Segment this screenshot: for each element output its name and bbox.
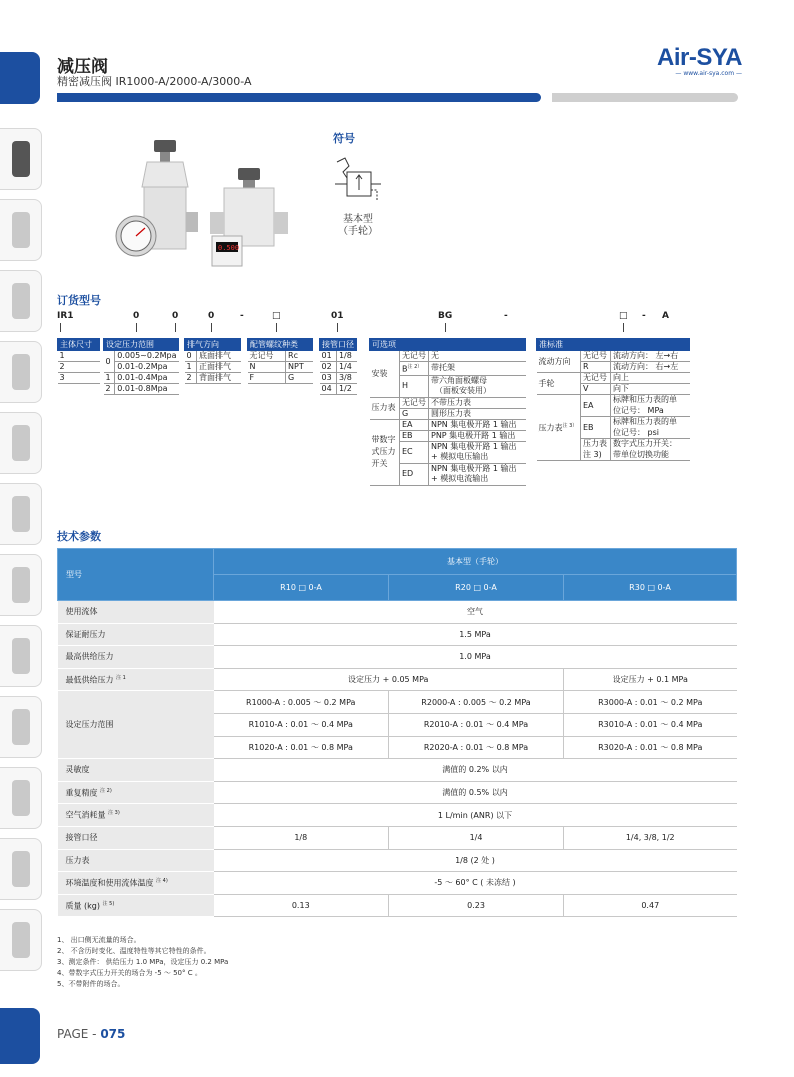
code-part: □: [619, 311, 628, 321]
side-thumb-actuator[interactable]: [0, 554, 42, 616]
spec-model-col: R10 □ 0-A: [214, 575, 389, 601]
gripper-icon: [12, 496, 30, 532]
table-cell: 0.005~0.2Mpa: [115, 351, 179, 362]
spec-label: 使用流体: [58, 601, 214, 624]
pneumatic-symbol-icon: [333, 154, 383, 204]
spec-label-text: 质量 (kg): [65, 901, 100, 911]
spec-label: 接管口径: [58, 826, 214, 849]
regulator-icon: [12, 141, 30, 177]
table-cell: 不带压力表: [429, 397, 526, 408]
table-cell: + 模拟电流输出: [429, 474, 526, 485]
table-cell: 2: [104, 384, 115, 395]
table-cell: 位记号： psi: [611, 428, 690, 439]
accessory-icon: [12, 922, 30, 958]
table-cell: H: [400, 375, 429, 397]
note-mark: 注 1: [116, 674, 126, 681]
table-cell: V: [581, 384, 611, 395]
spec-value: R2010-A : 0.01 ～ 0.4 MPa: [389, 713, 564, 736]
spec-model-col: R20 □ 0-A: [389, 575, 564, 601]
page-prefix: PAGE -: [57, 1027, 101, 1041]
code-part: IR1: [57, 311, 74, 321]
spec-label: [58, 894, 214, 917]
table-cell: 背面排气: [197, 373, 241, 384]
spec-value: 设定压力 + 0.1 MPa: [564, 668, 737, 691]
silencer-icon: [12, 851, 30, 887]
note-mark: 注 3): [108, 810, 120, 817]
table-cell: 0: [104, 351, 115, 373]
cell-text: 压力表: [538, 423, 563, 433]
spec-value: 1.5 MPa: [214, 623, 737, 646]
spec-value: -5 ～ 60° C ( 未冻结 ): [214, 872, 737, 895]
code-part: -: [240, 311, 244, 321]
table-header: 设定压力范围: [104, 339, 179, 351]
spec-value: R1020-A : 0.01 ～ 0.8 MPa: [214, 736, 389, 759]
logo-url-text: www.air-sya.com: [683, 70, 735, 77]
solenoid-icon: [12, 638, 30, 674]
table-cell: [400, 362, 429, 376]
table-cell: NPN 集电极开路 1 输出: [429, 419, 526, 430]
table-cell: 无记号: [248, 351, 286, 362]
product-photo: [112, 132, 292, 272]
side-thumb-filter[interactable]: [0, 199, 42, 261]
code-part: BG: [438, 311, 453, 321]
table-cell: G: [400, 408, 429, 419]
code-part: -: [504, 311, 508, 321]
table-header: 主体尺寸: [58, 339, 100, 351]
table-cell: EA: [581, 395, 611, 417]
table-cell: 压力表: [370, 397, 400, 419]
footnote: 1、 出口侧无流量的场合。: [57, 936, 141, 944]
table-cell: 向下: [611, 384, 690, 395]
spec-label: [58, 804, 214, 827]
table-cell: 3: [58, 373, 100, 384]
spec-value: 满值的 0.2% 以内: [214, 759, 737, 782]
code-tick: [337, 323, 338, 332]
table-cell: R: [581, 362, 611, 373]
table-cell: 3/8: [336, 373, 356, 384]
side-thumb-regulator[interactable]: [0, 128, 42, 190]
page-subtitle: 精密减压阀 IR1000-A/2000-A/3000-A: [57, 75, 252, 88]
table-cell: 无记号: [400, 397, 429, 408]
table-cell: 无: [429, 351, 526, 362]
table-cell: EC: [400, 441, 429, 463]
table-cell: 正面排气: [197, 362, 241, 373]
code-tick: [60, 323, 61, 332]
sensor-icon: [12, 780, 30, 816]
code-part: □: [272, 311, 281, 321]
logo-text: Air-SYA: [657, 44, 742, 71]
spec-label-text: 重复精度: [65, 788, 98, 798]
spec-value: R1010-A : 0.01 ～ 0.4 MPa: [214, 713, 389, 736]
spec-label: [58, 872, 214, 895]
table-cell: 0.01-0.8Mpa: [115, 384, 179, 395]
table-cell: 标牌和压力表的单: [611, 395, 690, 406]
table-cell: 1: [104, 373, 115, 384]
spec-label: [58, 668, 214, 691]
table-cell: 2: [58, 362, 100, 373]
note-mark: 注 3）: [562, 423, 578, 430]
side-thumb-silencer[interactable]: [0, 838, 42, 900]
side-thumb-gripper[interactable]: [0, 483, 42, 545]
spec-value: 0.13: [214, 894, 389, 917]
spec-model-header: 型号: [58, 549, 214, 601]
spec-value: 1/4: [389, 826, 564, 849]
table-cell: 压力表: [581, 439, 611, 450]
table-cell: EB: [581, 417, 611, 439]
table-cell: 无记号: [581, 373, 611, 384]
code-tick: [211, 323, 212, 332]
table-cell: NPT: [286, 362, 313, 373]
spec-value: 0.47: [564, 894, 737, 917]
table-cell: （面板安装用）: [429, 386, 526, 397]
page-number: [57, 1027, 125, 1041]
cell-line: 开关: [371, 459, 388, 469]
side-thumb-accessory[interactable]: [0, 909, 42, 971]
code-tick: [623, 323, 624, 332]
logo-url: — www.air-sya.com —: [675, 70, 742, 77]
spec-value: 1.0 MPa: [214, 646, 737, 669]
page-tab: [0, 1008, 40, 1064]
table-cell: PNP 集电极开路 1 输出: [429, 430, 526, 441]
table-header: 可选项: [370, 339, 526, 351]
table-cell: 带托架: [429, 362, 526, 376]
code-tick: [276, 323, 277, 332]
table-cell: G: [286, 373, 313, 384]
code-part: 0: [172, 311, 179, 321]
table-cell: EA: [400, 419, 429, 430]
side-thumb-fitting[interactable]: [0, 341, 42, 403]
table-cell: 04: [320, 384, 337, 395]
option-code: B: [402, 364, 408, 374]
side-thumb-cylinder[interactable]: [0, 412, 42, 474]
table-cell: 圆形压力表: [429, 408, 526, 419]
code-part: A: [662, 311, 669, 321]
spec-label: 设定压力范围: [58, 691, 214, 759]
spec-value: 满值的 0.5% 以内: [214, 781, 737, 804]
code-part: 0: [208, 311, 215, 321]
spec-label-text: 环境温度和使用流体温度: [65, 878, 154, 888]
table-cell: NPN 集电极开路 1 输出: [429, 441, 526, 452]
spec-value: 设定压力 + 0.05 MPa: [214, 668, 564, 691]
table-cell: EB: [400, 430, 429, 441]
table-cell: 1: [58, 351, 100, 362]
valve-icon: [12, 283, 30, 319]
table-header: 准标准: [537, 339, 690, 351]
chapter-tab: [0, 52, 40, 104]
spec-value: 空气: [214, 601, 737, 624]
order-table-thread: [247, 338, 313, 384]
table-cell: 数字式压力开关：: [611, 439, 690, 450]
header-bar-grey: [552, 93, 738, 102]
page-title: 减压阀: [57, 57, 108, 77]
order-table-semi-standard: [536, 338, 690, 461]
table-cell: 带单位切换功能: [611, 450, 690, 461]
footnote: 3、测定条件： 供给压力 1.0 MPa，设定压力 0.2 MPa: [57, 958, 229, 966]
spec-value: R3000-A : 0.01 ～ 0.2 MPa: [564, 691, 737, 714]
spec-value: 1/8 (2 处 ): [214, 849, 737, 872]
table-cell: 03: [320, 373, 337, 384]
symbol-label: [336, 214, 380, 238]
code-part: 0: [133, 311, 140, 321]
table-cell: 标牌和压力表的单: [611, 417, 690, 428]
spec-value: R2020-A : 0.01 ～ 0.8 MPa: [389, 736, 564, 759]
spec-value: 0.23: [389, 894, 564, 917]
symbol-label-1: 基本型: [343, 214, 373, 225]
table-cell: 1/2: [336, 384, 356, 395]
spec-label-text: 空气消耗量: [65, 810, 106, 820]
actuator-icon: [12, 567, 30, 603]
table-cell: [370, 419, 400, 485]
table-cell: 01: [320, 351, 337, 362]
table-cell: 1/8: [336, 351, 356, 362]
spec-label: 压力表: [58, 849, 214, 872]
table-cell: 位记号： MPa: [611, 406, 690, 417]
code-tick: [136, 323, 137, 332]
side-nav: [0, 128, 42, 980]
manifold-icon: [12, 709, 30, 745]
filter-icon: [12, 212, 30, 248]
order-table-port: [319, 338, 357, 395]
table-cell: [537, 395, 581, 461]
table-cell: ED: [400, 463, 429, 485]
table-cell: 安装: [370, 351, 400, 398]
spec-model-col: R30 □ 0-A: [564, 575, 737, 601]
spec-value: 1/4, 3/8, 1/2: [564, 826, 737, 849]
table-cell: 无记号: [400, 351, 429, 362]
table-cell: 无记号: [581, 351, 611, 362]
table-cell: 0.01-0.2Mpa: [115, 362, 179, 373]
table-cell: Rc: [286, 351, 313, 362]
spec-value: R3020-A : 0.01 ～ 0.8 MPa: [564, 736, 737, 759]
cell-line: 带数字: [371, 435, 396, 445]
table-cell: 02: [320, 362, 337, 373]
symbol-title: 符号: [333, 132, 355, 145]
cylinder-icon: [12, 425, 30, 461]
side-thumb-valve[interactable]: [0, 270, 42, 332]
side-thumb-manifold[interactable]: [0, 696, 42, 758]
table-header: 配管螺纹种类: [248, 339, 313, 351]
table-cell: NPN 集电极开路 1 输出: [429, 463, 526, 474]
order-table-size: [57, 338, 100, 384]
note-mark: 注 5): [102, 900, 115, 907]
symbol-label-2: （手轮）: [338, 226, 378, 237]
table-header: 接管口径: [320, 339, 357, 351]
note-mark: 注 2): [100, 787, 112, 794]
side-thumb-solenoid[interactable]: [0, 625, 42, 687]
table-cell: 流动方向： 左→右: [611, 351, 690, 362]
code-part: 01: [331, 311, 344, 321]
table-cell: 向上: [611, 373, 690, 384]
code-tick: [175, 323, 176, 332]
table-cell: 注 3): [581, 450, 611, 461]
table-cell: 1/4: [336, 362, 356, 373]
page-number-value: 075: [100, 1027, 126, 1041]
table-cell: 流动方向: [537, 351, 581, 373]
spec-value: R3010-A : 0.01 ～ 0.4 MPa: [564, 713, 737, 736]
code-part: -: [642, 311, 646, 321]
footnote: 4、带数字式压力开关的场合为 -5 ～ 50° C 。: [57, 969, 202, 977]
table-cell: 流动方向： 右→左: [611, 362, 690, 373]
table-cell: 2: [185, 373, 197, 384]
cell-line: 式压力: [371, 447, 396, 457]
spec-value: 1 L/min (ANR) 以下: [214, 804, 737, 827]
table-cell: 1: [185, 362, 197, 373]
code-tick: [445, 323, 446, 332]
spec-value: R2000-A : 0.005 ～ 0.2 MPa: [389, 691, 564, 714]
table-cell: N: [248, 362, 286, 373]
order-table-pressure: [103, 338, 179, 395]
note-mark: 注 2）: [407, 364, 423, 370]
order-title: 订货型号: [57, 294, 101, 307]
spec-label: [58, 781, 214, 804]
spec-label: 保证耐压力: [58, 623, 214, 646]
brand-logo: [642, 44, 742, 77]
spec-label-text: 最低供给压力: [65, 675, 114, 685]
spec-value: 1/8: [214, 826, 389, 849]
spec-label: 最高供给压力: [58, 646, 214, 669]
note-mark: 注 4): [156, 878, 168, 885]
gauge-display: 0.500: [218, 244, 240, 252]
table-cell: 底面排气: [197, 351, 241, 362]
table-header: 排气方向: [185, 339, 241, 351]
table-cell: F: [248, 373, 286, 384]
table-cell: 0: [185, 351, 197, 362]
footnote: 2、 不含历时变化、温度特性等其它特性的条件。: [57, 947, 211, 955]
side-thumb-sensor[interactable]: [0, 767, 42, 829]
table-cell: + 模拟电压输出: [429, 452, 526, 463]
header-bar: [57, 93, 541, 102]
table-cell: 手轮: [537, 373, 581, 395]
fitting-icon: [12, 354, 30, 390]
spec-value: R1000-A : 0.005 ～ 0.2 MPa: [214, 691, 389, 714]
spec-title: 技术参数: [57, 530, 101, 543]
spec-label: 灵敏度: [58, 759, 214, 782]
spec-table: [57, 548, 737, 917]
table-cell: 0.01-0.4Mpa: [115, 373, 179, 384]
footnote: 5、不带附件的场合。: [57, 980, 125, 988]
spec-type-header: 基本型（手轮）: [214, 549, 737, 575]
footnotes: [57, 935, 228, 990]
order-table-options: [369, 338, 526, 486]
order-table-exhaust: [184, 338, 241, 384]
table-cell: 带六角面板螺母: [429, 375, 526, 386]
